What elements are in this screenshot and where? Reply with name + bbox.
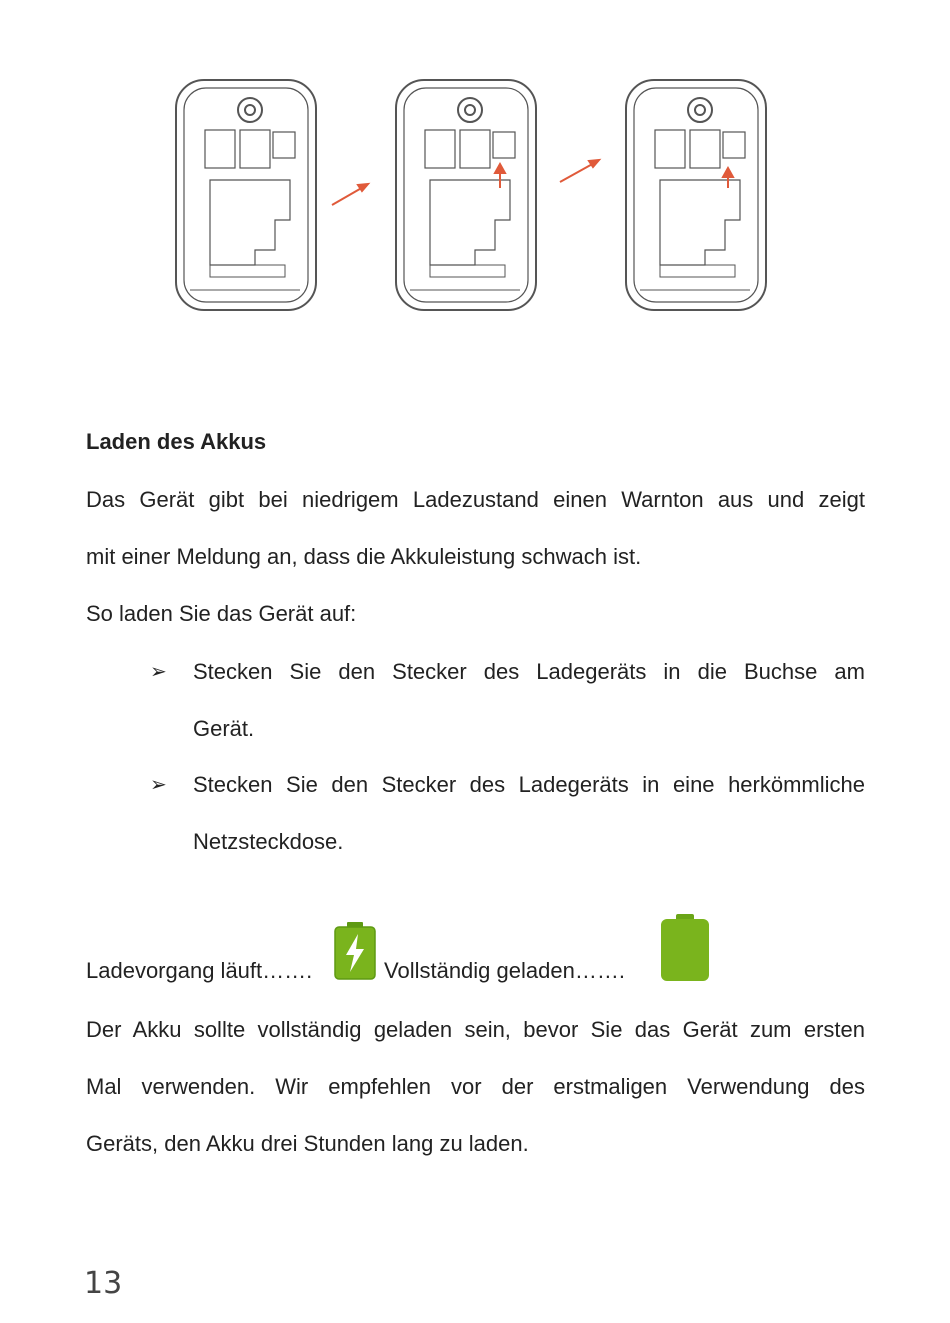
battery-full-icon (660, 914, 710, 982)
bullet-2-line-1: Stecken Sie den Stecker des Ladegeräts in eine herkömmliche (193, 772, 865, 797)
arrow-right-icon-1 (332, 184, 368, 205)
bullet-1-line-2: Gerät. (193, 716, 255, 741)
phone-back-open-icon-3 (626, 80, 766, 310)
page-number: 13 (84, 1266, 123, 1301)
phone-back-open-icon-2 (396, 80, 536, 310)
charging-in-progress-label: Ladevorgang läuft……. (86, 958, 313, 983)
phone-back-open-icon-1 (176, 80, 316, 310)
section-heading: Laden des Akkus (86, 429, 267, 454)
bullet-arrow-icon: ➢ (150, 774, 167, 796)
charging-status-row (86, 912, 865, 987)
paragraph-3-line-1: Der Akku sollte vollständig geladen sein, bevor Sie das Gerät zum ersten (86, 1017, 865, 1042)
bullet-1-line-1: Stecken Sie den Stecker des Ladegeräts in die Buchse am (193, 659, 865, 684)
bullet-arrow-icon: ➢ (150, 661, 167, 683)
paragraph-3-line-2: Mal verwenden. Wir empfehlen vor der erstmaligen Verwendung des (86, 1074, 865, 1099)
bullet-2-line-2: Netzsteckdose. (193, 829, 344, 854)
paragraph-1-line-1: Das Gerät gibt bei niedrigem Ladezustand einen Warnton aus und zeigt (86, 487, 865, 512)
paragraph-3-line-3: Geräts, den Akku drei Stunden lang zu laden. (86, 1131, 529, 1156)
battery-charging-icon (333, 922, 377, 980)
paragraph-1-line-2: mit einer Meldung an, dass die Akkuleistung schwach ist. (86, 544, 642, 569)
paragraph-2: So laden Sie das Gerät auf: (86, 601, 357, 626)
arrow-right-icon-2 (560, 160, 599, 182)
fully-charged-label: Vollständig geladen……. (384, 958, 625, 983)
sim-card-insertion-figure (160, 70, 790, 325)
